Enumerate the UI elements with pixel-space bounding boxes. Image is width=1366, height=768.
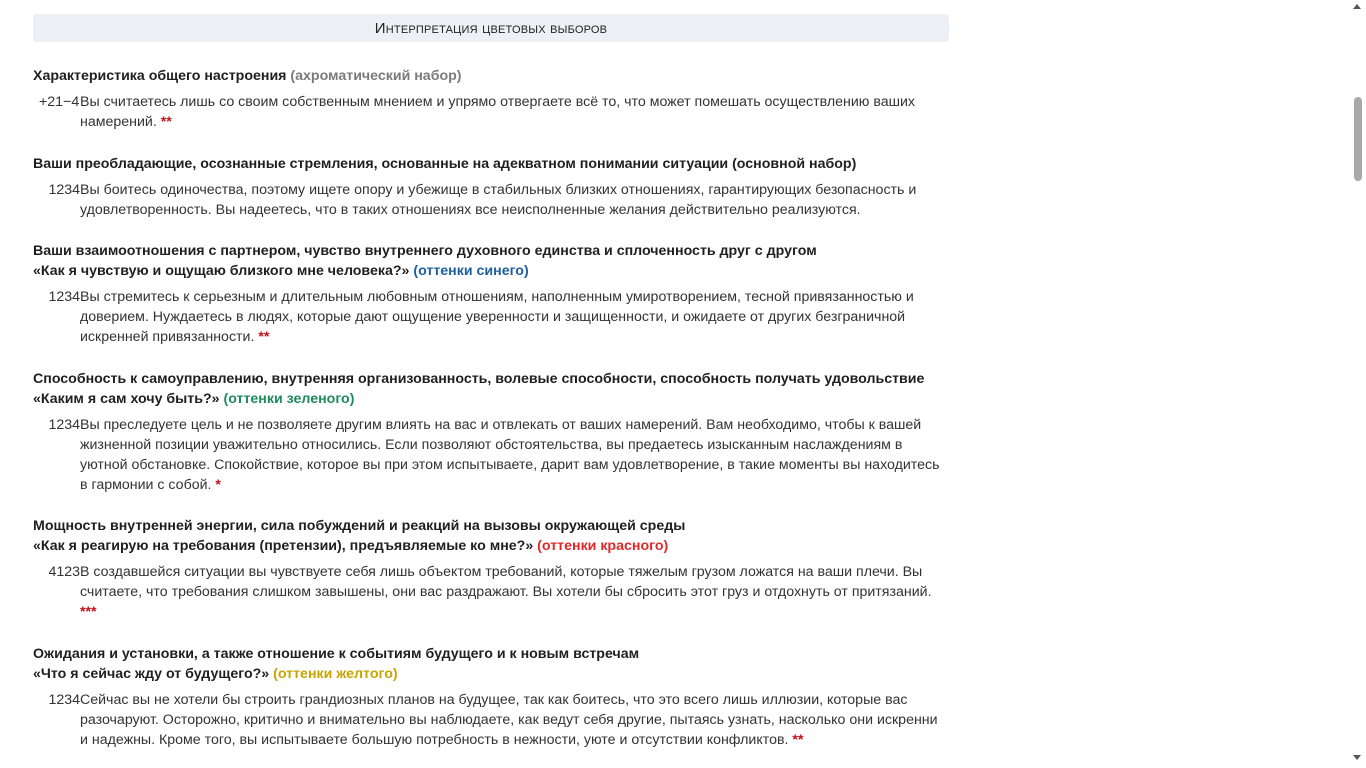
content: [33, 14, 949, 750]
vertical-scrollbar[interactable]: [1349, 0, 1366, 768]
section-red: [33, 516, 949, 622]
section-title: Способность к самоуправлению, внутренняя организованность, волевые способности, способность получать удовольствие «Каким я сам хочу быть?» (оттенки зеленого): [33, 371, 925, 407]
section-title: Мощность внутренней энергии, сила побуждений и реакций на вызовы окружающей среды «Как я реагирую на требования (претензии), предъявляемые ко мне?» (оттенки красного): [33, 518, 686, 554]
section-title: Ожидания и установки, а также отношение к событиям будущего и к новым встречам «Что я сейчас жду от будущего?» (оттенки желтого): [33, 646, 640, 682]
section-title: Ваши преобладающие, осознанные стремления, основанные на адекватном понимании ситуации (основной набор): [33, 156, 857, 172]
result-row: [33, 180, 949, 220]
color-code: 4123: [48, 564, 80, 580]
color-code: 1234: [48, 289, 80, 305]
result-row: [33, 562, 949, 622]
section-yellow: [33, 644, 949, 750]
page-title: Интерпретация цветовых выборов: [374, 19, 608, 37]
section-general-mood: [33, 66, 949, 132]
page-title-bar: [33, 14, 949, 42]
scroll-up-arrow-icon[interactable]: [1353, 4, 1361, 9]
scroll-down-arrow-icon[interactable]: [1353, 755, 1361, 760]
interpretation-text: Сейчас вы не хотели бы строить грандиозных планов на будущее, так как боитесь, что это всего лишь иллюзии, которые вас разочаруют. Осторожно, критично и внимательно вы наблюдаете, как ведут себя другие, пытаясь узнать, насколько они искренни и надежны. Кроме того, вы испытываете большую потребность в нежности, уюте и отсутствии конфликтов. **: [80, 692, 938, 748]
color-code: 1234: [48, 182, 80, 198]
interpretation-text: В создавшейся ситуации вы чувствуете себя лишь объектом требований, которые тяжелым грузом ложатся на ваши плечи. Вы считаете, что требования слишком завышены, они вас раздражают. Вы хотели бы сбросить этот груз и отдохнуть от притязаний. ***: [80, 564, 932, 620]
section-title: Характеристика общего настроения (ахроматический набор): [33, 68, 462, 84]
rating-stars: **: [258, 329, 270, 345]
section-tag: (оттенки зеленого): [223, 391, 355, 407]
section-title: Ваши взаимоотношения с партнером, чувство внутреннего духовного единства и сплоченность друг с другом «Как я чувствую и ощущаю близкого мне человека?» (оттенки синего): [33, 243, 817, 279]
interpretation-text: Вы считаетесь лишь со своим собственным мнением и упрямо отвергаете всё то, что может помешать осуществлению ваших намерений. **: [80, 94, 916, 130]
result-row: [33, 287, 949, 347]
section-green: [33, 369, 949, 495]
section-subtitle: «Что я сейчас жду от будущего?»: [33, 666, 270, 682]
rating-stars: **: [160, 114, 172, 130]
section-tag: (оттенки желтого): [273, 666, 398, 682]
section-tag: (ахроматический набор): [290, 68, 462, 84]
color-code: 1234: [48, 692, 80, 708]
result-row: [33, 92, 949, 132]
interpretation-text: Вы стремитесь к серьезным и длительным любовным отношениям, наполненным умиротворением, тесной привязанностью и доверием. Нуждаетесь в людях, которые дают ощущение уверенности и защищенности, и ожидаете от других безграничной искренней привязанности. **: [80, 289, 914, 345]
rating-stars: ***: [80, 604, 97, 620]
color-code: +21−4: [39, 94, 80, 110]
color-code: 1234: [48, 417, 80, 433]
rating-stars: **: [792, 732, 804, 748]
section-subtitle: «Как я чувствую и ощущаю близкого мне человека?»: [33, 263, 410, 279]
section-subtitle: «Как я реагирую на требования (претензии), предъявляемые ко мне?»: [33, 538, 534, 554]
section-main-set: [33, 154, 949, 220]
result-row: [33, 690, 949, 750]
section-subtitle: «Каким я сам хочу быть?»: [33, 391, 220, 407]
result-row: [33, 415, 949, 495]
interpretation-text: Вы преследуете цель и не позволяете другим влиять на вас и отвлекать от ваших намерений. Вам необходимо, чтобы к вашей жизненной позиции уважительно относились. Если позволяют обстоятельства, вы предаетесь изысканным наслаждениям в уютной обстановке. Спокойствие, которое вы при этом испытываете, дарит вам удовлетворение, в такие моменты вы находитесь в гармонии с собой. *: [80, 417, 940, 493]
interpretation-text: Вы боитесь одиночества, поэтому ищете опору и убежище в стабильных близких отношениях, гарантирующих безопасность и удовлетворенность. Вы надеетесь, что в таких отношениях все неисполненные желания действительно реализуются.: [80, 182, 917, 218]
scroll-thumb[interactable]: [1354, 97, 1362, 181]
rating-stars: *: [215, 477, 221, 493]
section-blue: [33, 241, 949, 347]
section-tag: (оттенки красного): [537, 538, 669, 554]
section-tag: (оттенки синего): [413, 263, 529, 279]
